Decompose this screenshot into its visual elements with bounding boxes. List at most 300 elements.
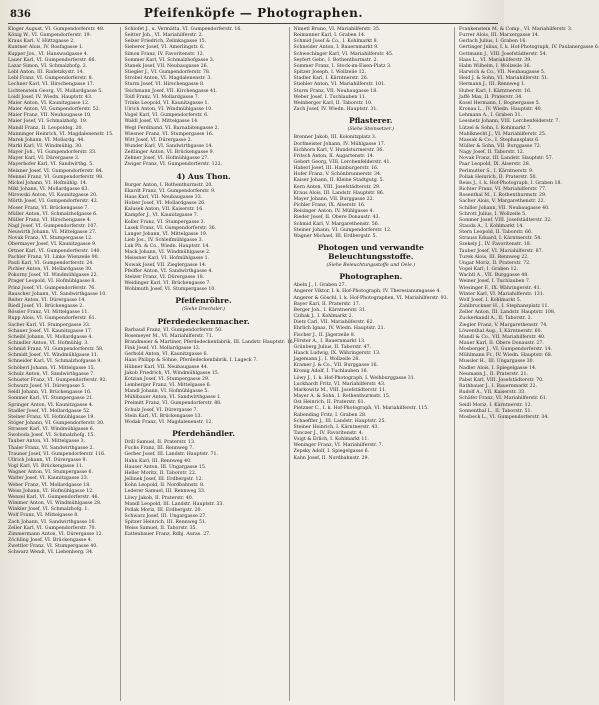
- directory-entry: Hübner Karl, VII. Neubaugasse 44.: [124, 364, 209, 370]
- directory-entry: Schneider Anton, I. Bauernmarkt 9.: [293, 45, 379, 51]
- directory-entry: Winter Karl, VI. Mariahilferstr. 131.: [459, 291, 545, 297]
- directory-entry: Mauer Karl, II. Obere Donaustr. 27.: [459, 340, 544, 346]
- directory-entry: Jagemann J., I. Wollzeile 28.: [293, 357, 360, 363]
- directory-entry: Frankenstein M. & Comp., VI. Mariahilferstr. 3.: [459, 27, 573, 32]
- directory-entry: Weinberger Karl, II. Taborstr. 10.: [293, 100, 373, 106]
- directory-entry: Barbaud Franz, VI. Gumpendorferstr. 50.: [124, 327, 223, 333]
- directory-entry: Zwettler Franz, VI. Stumpergasse 40.: [8, 544, 98, 550]
- directory-entry: Rössler Franz, VI. Mittelgasse 11.: [8, 310, 89, 316]
- directory-entry: Obermayer Josef, VI. Kaunitzgasse 9.: [8, 242, 97, 248]
- directory-entry: Mühlmann Fr., IV. Wiedn. Hauptstr. 68.: [459, 353, 553, 359]
- directory-entry: Schulz Anton, VI. Sandwirthgasse 7.: [8, 371, 95, 377]
- directory-entry: Lützel & Sohn, I. Kohlmarkt 7.: [459, 125, 532, 131]
- directory-entry: Zimmermann Anton, VI. Dürergasse 12.: [8, 531, 104, 537]
- directory-entry: Weiss Johann, VI. Hofmühlgasse 12.: [8, 488, 94, 494]
- directory-entry: Zeitlinger Anton, VI. Brückengasse 9.: [124, 150, 215, 156]
- directory-entry: Scheibl Johann, VI. Mollardgasse 4.: [8, 334, 93, 340]
- directory-entry: Spitzer Joseph, I. Wollzeile 12.: [293, 70, 367, 76]
- directory-entry: Prinz Josef, VI. Gumpendorferstr. 76.: [8, 285, 96, 291]
- directory-entry: Heller Moritz, II. Taborstr. 22.: [124, 470, 197, 476]
- directory-entry: Richter Franz, VI. Mariahilferstr. 77.: [459, 187, 547, 193]
- directory-entry: Harwich & Co., VII. Neubaugasse 5.: [459, 70, 546, 76]
- directory-entry: Brandmeier & Martiner, Pferdedeckenfabrik, III. Landstr. Hauptstr. 16.: [124, 339, 295, 345]
- directory-entry: Seyfert Gebr., I. Rothenthurmstr. 2.: [293, 57, 378, 63]
- directory-entry: Vogel Karl, VI. Gumpendorferstr. 6.: [124, 113, 209, 119]
- directory-entry: König W., VI. Gumpendorferstr. 19.: [8, 33, 92, 39]
- directory-entry: Tauber Anton, VI. Mittelgasse 3.: [8, 439, 86, 445]
- directory-entry: Kaiser Johann, II. Kleine Stadtgutg. 5.: [293, 178, 385, 184]
- directory-column: [8, 27, 114, 701]
- directory-entry: Preimitt Franz, VI. Gumpendorferstr. 88.: [124, 401, 222, 407]
- directory-entry: Lasek Franz, VI. Gumpendorferstr. 36.: [124, 225, 217, 231]
- directory-entry: Teichmann Josef, VII. Kirchengasse 41.: [124, 88, 218, 94]
- directory-entry: Swoboda Josef, VI. Schmalzhofg. 15.: [8, 433, 95, 439]
- directory-entry: Schmid Josef & Co., I. Kohlmarkt 8.: [293, 39, 379, 45]
- directory-entry: Ehrlich Ignaz, IV. Wiedn. Hauptstr. 21.: [293, 326, 386, 332]
- directory-entry: Kern Anton, VIII. Josefstädterstr. 29.: [293, 184, 381, 190]
- directory-entry: Zeller Karl, VI. Gumpendorferstr. 70.: [8, 525, 97, 531]
- directory-entry: Sturm Franz, VII. Neubaugasse 18.: [293, 88, 378, 94]
- directory-entry: Reiter Anton, VI. Dürergasse 14.: [8, 297, 86, 303]
- directory-entry: Rabending Fritz, I. Graben 28.: [293, 412, 367, 418]
- directory-entry: Fink Josef, VI. Mollardgasse 13.: [124, 346, 201, 352]
- directory-entry: Lechner Karl, VI. Hirschengasse 17.: [8, 82, 95, 88]
- directory-entry: Kraus Alois, III. Landstr. Hauptstr. 86.: [293, 190, 385, 196]
- directory-entry: Witt Josef, VI. Dürergasse 2.: [124, 137, 193, 143]
- directory-entry: Reimanner Karl, I. Graben 14.: [293, 33, 366, 39]
- directory-entry: Szekely J., IV. Favoritenstr. 18.: [459, 242, 532, 248]
- directory-entry: Springer Anton, VI. Kaunitzgasse 4.: [8, 402, 94, 408]
- directory-entry: Mayer Johann, VII. Burggasse 22.: [293, 196, 374, 202]
- directory-entry: Mayerhofer Karl, VI. Sandwirthg. 5.: [8, 162, 94, 168]
- directory-entry: Rathbauer J., I. Bauernmarkt 22.: [459, 384, 537, 390]
- directory-entry: Rupp Alois, VI. Gumpendorferstr. 61.: [8, 316, 97, 322]
- directory-entry: Bayer Karl, II. Praterstr. 17.: [293, 301, 361, 307]
- directory-entry: Mennel Franz, VI. Gumpendorferstr. 98.: [8, 174, 104, 180]
- directory-entry: Wiesner Franz, VI. Stumpergasse 16.: [124, 131, 214, 137]
- directory-entry: Mayer A. & Sohn, I. Rothenthurmstr. 15.: [293, 394, 391, 400]
- directory-entry: Vogl Karl, VI. Brückengasse 11.: [8, 464, 84, 470]
- directory-entry: Kupper Jos., VI. Hanswadgasse 4.: [8, 51, 89, 57]
- directory-entry: Schiller Johann, VII. Neubaugasse 40.: [459, 205, 550, 211]
- directory-entry: Neumann J., II. Praterstr. 21.: [459, 371, 528, 377]
- directory-entry: Sacher Karl, VI. Stumpergasse 33.: [8, 322, 91, 328]
- directory-entry: Langer Johann, VI. Mittelgasse 19.: [124, 231, 208, 237]
- directory-entry: Holzer Josef, VI. Mollardgasse 26.: [124, 201, 206, 207]
- directory-entry: Mickel Johann, VI. Hofmühlg. 14.: [8, 180, 88, 186]
- directory-entry: Hauser Anton, III. Ungargasse 15.: [124, 464, 207, 470]
- directory-entry: Halm Wilhelm, I. Wollzeile 36.: [459, 63, 531, 69]
- directory-entry: Stern Leopold, II. Taborstr. 66.: [459, 230, 533, 236]
- directory-entry: Wiesinger F., IX. Währingerstr. 41.: [459, 285, 542, 291]
- directory-entry: Lederer Samuel, III. Rennweg 33.: [124, 489, 206, 495]
- directory-entry: Mahlknecht J., VI. Mariahilferstr. 25.: [459, 131, 547, 137]
- directory-entry: Fischer J., II. Jägerzeile 8.: [293, 332, 356, 338]
- directory-entry: Markl Karl, VI. Windmühlg. 30.: [8, 143, 83, 149]
- directory-entry: Vogel Karl, I. Graben 12.: [459, 267, 518, 273]
- section-heading: Pflasterer.: [349, 116, 393, 126]
- directory-columns: [8, 27, 599, 701]
- directory-entry: Haas Karl, VII. Neubaugasse 33.: [124, 194, 203, 200]
- directory-entry: Förster A., I. Bauernmarkt 13.: [293, 338, 366, 344]
- page-header: [8, 6, 498, 24]
- directory-entry: Pollak Heinrich, II. Praterstr. 50.: [459, 174, 537, 180]
- directory-entry: Wohlmuth Josef, VI. Stumpergasse 10.: [124, 287, 216, 293]
- directory-entry: Gebert Georg, VIII. Lerchenfelderstr. 41.: [293, 160, 391, 166]
- directory-entry: Trinks Leopold, VI. Kaunitzgasse 1.: [124, 100, 209, 106]
- directory-entry: Abeln J., I. Graben 27.: [293, 283, 347, 289]
- directory-entry: Mandl Leopold, III. Landstr. Hauptstr. 33.: [124, 501, 224, 507]
- directory-entry: Zepsky Adolf, I. Spiegelgasse 6.: [293, 449, 370, 455]
- directory-entry: Weber Josef, I. Tuchlauben 11.: [293, 94, 367, 100]
- directory-entry: Meissner Karl, VI. Hofmühlgasse 1.: [124, 256, 210, 262]
- directory-entry: Pichler Anton, VI. Mollardgasse 30.: [8, 267, 93, 273]
- directory-entry: Angerer & Göschl, I. k. Hof-Photographen, VI. Mariahilferstr. 93.: [293, 295, 449, 301]
- directory-entry: Stauda A., I. Kohlmarkt 14.: [459, 224, 524, 229]
- directory-entry: Ortner Karl, VI. Gumpendorferstr. 140.: [8, 248, 101, 254]
- directory-entry: Steiner Heinrich, I. Kärntnerstr. 43.: [293, 424, 379, 430]
- directory-entry: Hofer Franz, V. Schönbrunnerstr. 34.: [293, 172, 382, 178]
- directory-entry: Schwarz Wendl, VI. Liebenberg. 34.: [8, 550, 94, 556]
- directory-entry: Sommer Franz, I. Stock-im-Eisen-Platz 3.: [293, 63, 392, 69]
- directory-entry: Haack Ludwig, IX. Währingerstr. 13.: [293, 350, 381, 356]
- section-heading: Photographen.: [339, 272, 403, 282]
- directory-entry: Stiebler Anton, VI. Mariahilferstr. 101.: [293, 82, 386, 88]
- directory-entry: Zach Johann, VI. Sandwirthgasse 16.: [8, 519, 96, 525]
- directory-entry: Pfeiffer Anton, VI. Sandwirthgasse 4.: [124, 268, 213, 274]
- page-title: Pfeifenköpfe — Photographen.: [143, 6, 364, 20]
- directory-entry: Kraus Karl, V. Hüttzgasse 2.: [8, 39, 75, 45]
- directory-entry: Pauli Karl, VI. Gumpendorferstr. 24.: [8, 260, 94, 266]
- directory-entry: Lichtenstein Georg, VI. Mollardgasse 5.: [8, 88, 103, 94]
- directory-entry: Ullrich Johann, VI. Dürergasse 9.: [8, 457, 87, 463]
- directory-entry: Markowitz M., VIII. Josefstädterstr. 11.: [293, 387, 387, 393]
- directory-entry: Lieb Jos., IV. Schleifmühlgasse 3.: [124, 238, 204, 243]
- directory-entry: Berger Joh., I. Kärntnerstr. 31.: [293, 307, 367, 313]
- directory-entry: Kloger August, VI. Gumpendorferstr. 48.: [8, 27, 105, 32]
- directory-entry: Walter Josef, VI. Kaunitzgasse 23.: [8, 476, 89, 482]
- directory-entry: Wenzel Karl, VI. Gumpendorferstr. 46.: [8, 494, 99, 500]
- directory-entry: Selzer Friedrich, Zelinkagasse 15.: [124, 39, 207, 45]
- directory-entry: Pabst Karl, VIII. Josefstädterstr. 70.: [459, 377, 544, 383]
- directory-entry: Weninger Franz, VI. Mariahilferstr. 7.: [293, 443, 384, 449]
- directory-entry: Mussler H., III. Ungargasse 30.: [459, 359, 535, 365]
- directory-entry: Schäfer Franz, VI. Mariahilferstr. 61.: [459, 396, 548, 402]
- directory-entry: Sacher Alois, V. Margarethenstr. 22.: [459, 199, 546, 205]
- directory-entry: Nowak Josef, VII. Zieglergasse 14.: [124, 262, 207, 268]
- directory-entry: Rudolf A., VII. Kaiserstr. 33.: [459, 390, 526, 396]
- directory-entry: Müller & Sohn, VII. Burggasse 72.: [459, 143, 542, 149]
- directory-entry: Gottmann J., VIII. Josefstädterstr. 54.: [459, 51, 548, 57]
- directory-entry: Loidl Josef, IV. Wiedn. Hauptstr. 43.: [8, 94, 93, 100]
- directory-entry: Dorfmeister Johann, IV. Mühlgasse 17.: [293, 141, 386, 147]
- directory-entry: Schuster Franz, VI. Gumpendorferstr. 92.: [8, 377, 107, 383]
- directory-entry: Steiner Johann, VI. Gumpendorferstr. 12.: [293, 227, 392, 233]
- directory-entry: Stanek Josef, VII. Neubaugasse 26.: [124, 63, 209, 69]
- directory-entry: Mühlbauer Anton, VI. Sandwirthgasse 1.: [124, 395, 222, 401]
- directory-entry: Lebl Franz, VI. Gumpendorferstr. 8.: [8, 76, 94, 82]
- directory-column: [289, 27, 449, 701]
- directory-entry: Grünberg Julius, II. Taborstr. 47.: [293, 344, 372, 350]
- directory-entry: Kotzian Josef, VI. Stumpergasse 29.: [124, 376, 210, 382]
- directory-entry: Schulz Josef, VI. Dürergasse 7.: [124, 407, 198, 413]
- directory-entry: Mosbeck L., VI. Gumpendorferstr. 34.: [459, 414, 549, 420]
- directory-entry: Schmid Karl, V. Margarethenstr. 56.: [293, 221, 380, 227]
- directory-column: [120, 27, 295, 701]
- directory-entry: Perlmutter S., I. Kärntnerstr. 9.: [459, 168, 534, 174]
- directory-entry: Seitter Joh., VI. Mariahilferstr. 2.: [124, 33, 204, 39]
- directory-entry: Neuwirth Johann, VI. Mittelgasse 27.: [8, 230, 97, 236]
- directory-entry: Paar Leopold, IX. Alserstr. 28.: [459, 162, 531, 168]
- directory-entry: Prager Leopold, VI. Hofmühlgasse 8.: [8, 279, 96, 285]
- directory-entry: Kalusek Anton, VII. Kaiserstr. 16.: [124, 207, 204, 213]
- directory-entry: Novak Franz, III. Landstr. Hauptstr. 57.: [459, 156, 554, 162]
- directory-entry: Ekardt Franz, VI. Gumpendorferstr. 9.: [124, 188, 216, 194]
- directory-entry: Schaeffler J., III. Landstr. Hauptstr. 25.: [293, 418, 386, 424]
- directory-entry: Dietz Carl, VII. Mariahilferstr. 62.: [293, 320, 374, 326]
- directory-entry: Schauer Josef, VI. Kaunitzgasse 17.: [8, 328, 93, 334]
- directory-entry: Steiner Franz, VI. Hofmühlgasse 19.: [8, 414, 95, 420]
- section-heading: 4) Aus Thon.: [176, 171, 231, 181]
- directory-entry: Drill Samuel, II. Praterstr. 13.: [124, 440, 196, 446]
- directory-entry: Kahn Josef, II. Nordbahnstr. 29.: [293, 455, 369, 461]
- directory-entry: Kampfer J., VI. Kaunitzgasse 7.: [124, 213, 199, 219]
- directory-entry: Weber Franz, VI. Mollardgasse 18.: [8, 482, 91, 488]
- directory-entry: Wunder Karl, VI. Sandwirthgasse 14.: [124, 143, 213, 149]
- directory-entry: Wolf Franz, VI. Mittelgasse 8.: [8, 513, 79, 519]
- directory-entry: Schindler Anton, VI. Hofmühlg. 3.: [8, 340, 89, 346]
- section-heading: Pferdedeckenmacher.: [157, 316, 250, 326]
- directory-entry: Löwenthal Aug., I. Kärntnerstr. 60.: [459, 328, 543, 334]
- directory-entry: Manninger Heinrich, VI. Magdalenenstr. 15.: [8, 131, 114, 137]
- directory-entry: Weidinger Karl, VI. Brückengasse 7.: [124, 281, 211, 287]
- directory-entry: Lemberger Franz, VI. Mittelgasse 6.: [124, 383, 212, 389]
- directory-entry: Furrer Alois, III. Marxergasse 14.: [459, 33, 540, 39]
- directory-entry: Wegl Ferdinand, VI. Barnabitengasse 2.: [124, 125, 220, 131]
- directory-entry: Kramer J. & Co., VII. Burggasse 16.: [293, 363, 379, 369]
- directory-entry: Trauner Josef, VI. Gumpendorferstr. 116.: [8, 451, 106, 457]
- directory-entry: Stein Karl, VI. Brückengasse 13.: [124, 413, 202, 419]
- directory-entry: Strauss Eduard, I. Kärntnerstr. 54.: [459, 236, 542, 242]
- directory-entry: Rauscher Johann, VI. Sandwirthgasse 10.: [8, 291, 107, 297]
- directory-entry: Sonnenthal L., II. Taborstr. 51.: [459, 408, 532, 414]
- directory-entry: Kuntner Alois, IV. Rosfagasse 1.: [8, 45, 84, 51]
- directory-entry: Sommer Karl, VI. Schmalzhofgasse 3.: [124, 57, 215, 63]
- directory-entry: Mack Johann, VI. Windmühlgasse 2.: [124, 250, 211, 256]
- page-number: 836: [10, 9, 31, 20]
- directory-entry: Jaffé Max, II. Praterstr. 34.: [459, 94, 523, 100]
- directory-entry: Zehner Josef, VI. Hofmühlgasse 27.: [124, 156, 209, 162]
- directory-entry: Jakob Friedrich, VI. Windmühlgasse 15.: [124, 370, 220, 376]
- directory-entry: Mikl Johann, VI. Mollardgasse 63.: [8, 187, 89, 193]
- directory-entry: Wimmer Anton, VI. Windmühlgasse 28.: [8, 501, 102, 507]
- directory-entry: Sturm Josef, VI. Hirschengasse 8.: [124, 82, 205, 88]
- directory-entry: Waldl Josef, VI. Mittelgasse 14.: [124, 119, 199, 125]
- directory-entry: Müller Franz, VI. Hirschengasse 4.: [8, 217, 92, 223]
- directory-entry: Burger Anton, I. Rothenthurmstr. 20.: [124, 182, 213, 188]
- directory-entry: Weiner Josef, I. Tuchlauben 7.: [459, 279, 531, 285]
- directory-entry: Mandl Johann, VI. Hofmühlgasse 5.: [124, 389, 209, 395]
- directory-entry: Ungar Moriz, II. Praterstr. 72.: [459, 260, 531, 266]
- section-heading: Pfeifenröhre.: [175, 296, 232, 306]
- directory-entry: Weiss Samuel, II. Taborstr. 35.: [124, 526, 198, 532]
- directory-entry: Schneider Karl, VI. Schmalzhofgasse 9.: [8, 359, 102, 365]
- directory-entry: Mosberger J., VI. Gumpendorferstr. 14.: [459, 347, 553, 353]
- directory-entry: Gerhold Anton, VI. Kaunitzgasse 6.: [124, 352, 208, 358]
- directory-entry: Wagner Anton, VI. Stumpergasse 6.: [8, 470, 93, 476]
- directory-entry: Maier Josef, VI. Schmalzhofg. 19.: [8, 119, 88, 125]
- directory-entry: Heid J. & Sohn, VI. Mariahilferstr. 51.: [459, 76, 549, 82]
- directory-entry: Mirowski Anton, VI. Kaunitzgasse 20.: [8, 193, 98, 199]
- directory-entry: Kronig Adolf, I. Tuchlauben 16.: [293, 369, 369, 375]
- directory-entry: Luckhardt Fritz, VI. Mariahilferstr. 43.: [293, 381, 386, 387]
- directory-entry: Stadler Josef, VI. Mollardgasse 52.: [8, 408, 91, 414]
- directory-entry: Turek Alois, III. Rennweg 22.: [459, 254, 529, 260]
- directory-entry: Tauber Josef, VI. Mariahilferstr. 87.: [459, 248, 544, 254]
- directory-entry: Schmid Franz, VI. Gumpendorferstr. 58.: [8, 347, 104, 353]
- directory-entry: Toifl Franz, VI. Mollardgasse 7.: [124, 94, 200, 100]
- directory-entry: Ulrich Anton, VI. Windmühlgasse 10.: [124, 107, 213, 113]
- directory-entry: Sommer Josef, VIII. Josefstädterstr. 32.: [459, 217, 552, 223]
- directory-entry: Seidl Moriz, I. Kärntnerstr. 12.: [459, 402, 533, 408]
- directory-entry: Schwechinger Karl, VI. Mariahilferstr. 45.: [293, 51, 394, 57]
- directory-entry: Zahlbruckner H., I. Stephansplatz 11.: [459, 304, 549, 310]
- directory-entry: Schlofet J., u. Vermätta, VI. Gumpendorferstr. 16.: [124, 27, 242, 32]
- section-heading: Pferdehändler.: [172, 429, 235, 439]
- directory-entry: Fuchs Franz, III. Rennweg 7.: [124, 446, 194, 452]
- directory-column: [454, 27, 599, 701]
- directory-entry: Löwy Jakob, II. Praterstr. 40.: [124, 495, 194, 501]
- directory-entry: Kohn Leopold, II. Nordbahnstr. 8.: [124, 483, 205, 489]
- directory-entry: Sieberer Josef, VI. Amerlingstr. 6.: [124, 45, 205, 51]
- directory-entry: Seidl Johann, VI. Brückengasse 16.: [8, 390, 92, 396]
- directory-entry: Rieder Josef, II. Obere Donaustr. 43.: [293, 215, 380, 221]
- directory-entry: Stöger Johann, VI. Gumpendorferstr. 30.: [8, 421, 105, 426]
- directory-entry: Zeller Anton, III. Landstr. Hauptstr. 108.: [459, 310, 556, 316]
- directory-entry: Wodak Franz, VI. Magdalenenstr. 12.: [124, 419, 213, 425]
- directory-entry: Lauer Karl, VI. Gumpendorferstr. 66.: [8, 57, 96, 63]
- directory-entry: Massak & Co., I. Stephansplatz 6.: [459, 137, 540, 143]
- directory-entry: Haberl Josef, III. Hainburgerstr. 16.: [293, 166, 379, 172]
- directory-entry: Maier Anton, VI. Gumpendorferstr. 52.: [8, 107, 101, 113]
- directory-entry: Hermann J., III. Rennweg 1.: [459, 82, 526, 88]
- directory-entry: Stelzer Franz, VI. Dürergasse 18.: [124, 274, 205, 280]
- directory-entry: Reiss J., I. k. Hof-Photograph, I. Graben 18.: [459, 180, 562, 186]
- directory-entry: Koller Franz, VI. Stumpergasse 3.: [124, 219, 206, 225]
- directory-entry: Eichhorn Karl, V. Hundsturmerstr. 36.: [293, 147, 384, 153]
- directory-entry: Haas Philipp & Söhne, Pferdedeckenfabrik, I. Lugeck 7.: [124, 358, 258, 364]
- directory-entry: Müller Anton, VI. Schmalzhofgasse 6.: [8, 211, 98, 217]
- directory-entry: Strobel Anton, VI. Magdalenenstr. 3.: [124, 76, 212, 82]
- directory-entry: Marek Johann, VI. Mollardg. 44.: [8, 137, 85, 143]
- directory-entry: Pietzner C., I. k. Hof-Photograph, VI. Mariahilferstr. 115.: [293, 406, 429, 412]
- directory-entry: Meixner Josef, VI. Gumpendorferstr. 84.: [8, 168, 104, 174]
- directory-entry: Zuckerkandl A., II. Taborstr. 2.: [459, 316, 533, 322]
- directory-entry: Moser Franz, VI. Brückengasse 7.: [8, 205, 89, 211]
- directory-entry: Winkler Josef, VI. Schmalzhofg. 1.: [8, 507, 89, 513]
- directory-entry: Lebl Anton, III. Radetzkystr. 14.: [8, 70, 85, 76]
- directory-entry: Zach Josef, IV. Wiedn. Hauptstr. 31.: [293, 107, 378, 113]
- directory-entry: Mandl & Co., VII. Mariahilferstr. 40.: [459, 334, 546, 340]
- directory-entry: Nagy Josef, II. Taborstr. 12.: [459, 150, 525, 156]
- directory-entry: Maier Franz, VII. Neubaugasse 10.: [8, 113, 92, 119]
- directory-entry: Voigt & Erlich, I. Kohlmarkt 11.: [293, 437, 369, 443]
- directory-entry: Lehmann A., I. Graben 31.: [459, 113, 522, 119]
- directory-entry: Gerber Josef, III. Landstr. Hauptstr. 71.: [124, 452, 218, 458]
- directory-entry: Brenner Jakob, III. Kolonitzplatz 3.: [293, 135, 377, 141]
- directory-entry: Schrott Julius, I. Wollzeile 5.: [459, 211, 527, 217]
- directory-entry: Hahn Karl, III. Rennweg 40.: [124, 458, 192, 464]
- directory-entry: Bosemeyer M., VI. Mariahilferstr. 71.: [124, 333, 214, 339]
- directory-entry: Gertinger Julius, I. k. Hof-Photograph, IV. Paulanergasse 6.: [459, 45, 599, 51]
- directory-entry: Thaler Franz, VI. Sandwirthgasse 2.: [8, 445, 94, 451]
- directory-entry: Zöchling Josef, VI. Brückengasse 4.: [8, 537, 93, 543]
- section-note: (Siehe Steinsetzer.): [347, 127, 394, 133]
- directory-entry: Novak Franz, VI. Stumpergasse 12.: [8, 236, 93, 242]
- directory-entry: Eattenbauer Franz, Rdbj. Auras. 27.: [124, 532, 211, 538]
- directory-entry: Mayer Karl, VI. Dürergasse 3.: [8, 156, 80, 162]
- directory-entry: Riedl Josef, VI. Brückengasse 2.: [8, 304, 84, 310]
- section-note: (Siehe Drechsler.): [182, 307, 225, 313]
- directory-entry: Wagner Michael, III. Erdbergstr. 5.: [293, 233, 377, 239]
- directory-entry: Schmidt Josef, VI. Windmühlgasse 11.: [8, 353, 99, 359]
- directory-entry: Angerer Viktor, I. k. Hof-Photograph, IV. Theresianumgasse 4.: [293, 289, 441, 295]
- directory-entry: Rosenthal M., I. Rothenthurmstr. 29.: [459, 193, 547, 199]
- directory-entry: Nagl Josef, VI. Gumpendorferstr. 107.: [8, 224, 98, 229]
- directory-entry: Kronau L., IV. Wiedn. Hauptstr. 40.: [459, 107, 543, 113]
- directory-entry: Wachtl A., VII. Burggasse 48.: [459, 273, 529, 279]
- directory-entry: Mayer Joh., VI. Gumpendorferstr. 33.: [8, 150, 97, 156]
- directory-entry: Lessnetz Johann, VIII. Lerchenfelderstr. 7.: [459, 119, 560, 125]
- directory-entry: Stadler Karl, I. Kärntnerstr. 26.: [293, 76, 369, 82]
- directory-entry: Strasser Karl, VI. Windmühlgasse 6.: [8, 427, 95, 433]
- section-note: (Siehe Beleuchtungsstoffe und Oele.): [326, 263, 416, 269]
- directory-entry: Mandl Franz, II. Leopoldsg. 20.: [8, 125, 83, 131]
- directory-entry: Spitzer Heinrich, III. Rennweg 51.: [124, 520, 207, 526]
- directory-entry: Schwarz Josef, VI. Dürergasse 5.: [8, 384, 86, 390]
- directory-entry: Mörth Josef, VI. Gumpendorferstr. 42.: [8, 199, 99, 205]
- directory-entry: Pachler Franz, VI. Linke Wienzeile 90.: [8, 254, 100, 260]
- directory-entry: Jellinek Josef, III. Erdbergstr. 12.: [124, 477, 203, 483]
- directory-entry: Pollak Moriz, III. Erdbergstr. 20.: [124, 507, 202, 513]
- directory-entry: Pichler Franz, IX. Alserstr. 16.: [293, 203, 366, 209]
- directory-entry: Lazar Simon, VI. Schmalzhofg. 2.: [8, 63, 88, 69]
- directory-entry: Wolf Josef, I. Kohlmarkt 5.: [459, 297, 522, 303]
- directory-entry: Zwiger Franz, VI. Gumpendorferstr. 122.: [124, 162, 223, 168]
- section-heading: Photogen und verwandte Beleuchtungsstoffe.: [317, 243, 424, 262]
- directory-entry: Maier Anton, VI. Kaunitzgasse 12.: [8, 100, 90, 106]
- directory-entry: Nimetl Bruno, VI. Mariahilferstr. 35.: [293, 27, 381, 32]
- directory-entry: Pokorny Josef, VI. Windmühlgasse 22.: [8, 273, 99, 279]
- directory-entry: Fritsch Anton, II. Augartenstr. 14.: [293, 153, 375, 159]
- directory-entry: Schöberl Johann, VI. Mittelgasse 15.: [8, 365, 96, 371]
- directory-entry: Reisinger Anton, IV. Mühlgasse 4.: [293, 209, 374, 215]
- directory-entry: Nadler Alois, I. Spiegelgasse 14.: [459, 365, 537, 371]
- directory-entry: Czihak J., I. Kohlmarkt 2.: [293, 314, 353, 320]
- directory-entry: Simon Franz, IV. Favoritenstr. 12.: [124, 51, 205, 57]
- directory-entry: Sommer Karl, VI. Stumpergasse 21.: [8, 396, 94, 402]
- directory-entry: Kosel Hermann, I. Bognergasse 5.: [459, 100, 541, 106]
- directory-entry: Tanczer J., IV. Favoritenstr. 4.: [293, 431, 364, 436]
- directory-entry: Schwarz Josef, III. Ungargasse 27.: [124, 513, 207, 519]
- directory-entry: Luk Ph. & Co., Wiedn. Hauptstr. 14.: [124, 244, 210, 250]
- directory-entry: Huber Karl, I. Kärntnerstr. 16.: [459, 88, 532, 94]
- directory-entry: Löwy J., I. k. Hof-Photograph, I. Weihburggasse 31.: [293, 375, 416, 381]
- directory-entry: Ost Heinrich, II. Praterstr. 61.: [293, 400, 366, 406]
- directory-entry: Haas L., VI. Mariahilferstr. 39.: [459, 57, 532, 63]
- directory-entry: Ziegler Franz, V. Margarethenstr. 74.: [459, 322, 548, 328]
- directory-entry: Stiegler J., VI. Gumpendorferstr. 78.: [124, 70, 211, 76]
